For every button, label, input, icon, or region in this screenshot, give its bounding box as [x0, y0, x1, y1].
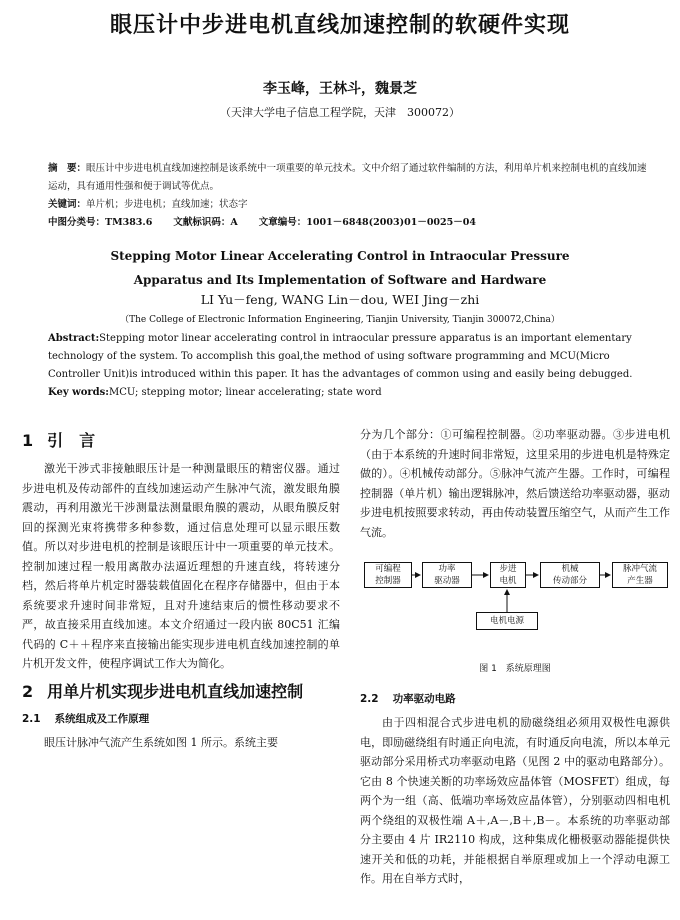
section-2-1-continuation: 分为几个部分：①可编程控制器。②功率驱动器。③步进电机（由于本系统的升速时间非常短，这里采用的步进电机是特殊定做的）。④机械传动部分。⑤脉冲气流产生器。工作时，可编程控制器（单片机）输出逻辑脉冲，然后馈送给功率驱动器，驱动步进电机按照要求转动，再由传动装置压缩空气，从而产生工作气流。 [360, 428, 670, 539]
english-title [0, 244, 680, 292]
affiliation: （天津大学电子信息工程学院，天津 300072） [220, 106, 460, 119]
keywords-cn [48, 196, 648, 214]
power-driver-box: 功率 驱动器 [422, 562, 472, 588]
paper-title: 眼压计中步进电机直线加速控制的软硬件实现 [109, 13, 570, 38]
keywords-en-label: Key words: [48, 387, 109, 398]
section-2-number: 2 [22, 681, 34, 701]
abstract-en-label: Abstract: [48, 333, 100, 344]
classification-row [48, 214, 648, 232]
section-1-paragraph: 激光干涉式非接触眼压计是一种测量眼压的精密仪器。通过步进电机及传动部件的直线加速运动产生脉冲气流，激发眼角膜震动，再利用激光干涉测量法测量眼角膜的震动，从眼角膜反射回的探测光束将携带多种参数，通过信息处理可以显示眼压数值。所以对步进电机的控制是该眼压计中一项重要的单元技术。控制加速过程一般用离散办法逼近理想的升速直线，将转速分档，然后将单片机定时器装载值固化在程序存储器中，但由于本系统要求升速时间非常短，且对升速结束后的惯性移动要求不严，故直接采用直线加速。本文介绍通过一段内嵌 80C51 汇编代码的 C＋＋程序来直接输出能实现步进电机直线加速控制的单片机开发文件，使程序调试工作大为简化。 [22, 462, 340, 670]
document-code: 文献标识码：A [173, 217, 238, 228]
section-2-2-paragraph: 由于四相混合式步进电机的励磁绕组必须用双极性电源供电，即励磁绕组有时通正向电流，有时通反向电流，所以本单元驱动部分采用桥式功率驱动电路（见图 2 中的驱动电路部分）。它由 8 个快速关断的功率场效应晶体管（MOSFET）组成，每两个为一组（高、低端功率场效应晶体管），分别驱动四相电机两个绕组的双极性端 A＋,A－,B＋,B－。本系统的功率驱动部分主要由 4 片 IR2110 构成，这种集成化栅极驱动器能提供快速开关和低的功耗，并能根据自举原理或加上一个浮动电源工作。用在自举方式时， [360, 716, 670, 885]
section-2-1-heading [22, 710, 340, 730]
article-number: 文章编号：1001－6848(2003)01－0025－04 [258, 217, 476, 228]
section-2-2-number: 2.2 [360, 692, 379, 705]
english-title-line2: Apparatus and Its Implementation of Software and Hardware [133, 273, 547, 287]
abstract-cn-label: 摘 要： [48, 163, 87, 174]
stepper-motor-box: 步进 电机 [490, 562, 526, 588]
mechanical-transmission-box: 机械 传动部分 [540, 562, 600, 588]
chinese-abstract-block [48, 160, 648, 232]
section-1-heading [22, 429, 340, 453]
english-title-line1: Stepping Motor Linear Accelerating Control in Intraocular Pressure [110, 249, 570, 263]
section-1-number: 1 [22, 431, 34, 450]
pulse-airflow-generator-box: 脉冲气流 产生器 [612, 562, 668, 588]
keywords-cn-text: 单片机；步进电机；直线加速；状态字 [86, 199, 248, 210]
section-2-heading [22, 680, 340, 704]
keywords-en-text: MCU; stepping motor; linear accelerating; state word [109, 387, 382, 398]
keywords-cn-label: 关键词： [48, 199, 87, 210]
abstract-cn-text: 眼压计中步进电机直线加速控制是该系统中一项重要的单元技术。文中介绍了通过软件编制的方法，利用单片机来控制电机的直线加速运动，具有通用性强和便于调试等优点。 [48, 163, 647, 192]
english-affiliation: （The College of Electronic Information Engineering, Tianjin University, Tianjin 300072,China） [120, 315, 560, 325]
motor-power-box: 电机电源 [476, 612, 538, 630]
clc-number: 中图分类号：TM383.6 [48, 217, 153, 228]
section-2-1-paragraph: 眼压计脉冲气流产生系统如图 1 所示。系统主要 [44, 736, 278, 749]
left-column [22, 425, 340, 753]
section-2-title: 用单片机实现步进电机直线加速控制 [47, 681, 304, 701]
programmable-controller-box: 可编程 控制器 [364, 562, 412, 588]
abstract-en [48, 330, 648, 384]
authors: 李玉峰，王林斗，魏景芝 [263, 81, 417, 97]
figure-1-diagram [360, 550, 670, 658]
english-authors: LI Yu－feng, WANG Lin－dou, WEI Jing－zhi [200, 292, 480, 307]
section-2-1-number: 2.1 [22, 712, 41, 725]
figure-1-caption: 图 1 系统原理图 [479, 664, 551, 674]
section-2-2-heading [360, 690, 670, 710]
keywords-en [48, 384, 648, 402]
right-column [360, 425, 670, 889]
abstract-cn [48, 160, 648, 196]
section-1-title: 引 言 [47, 431, 96, 450]
section-2-2-title: 功率驱动电路 [392, 692, 456, 705]
english-abstract-block [48, 330, 648, 402]
abstract-en-text: Stepping motor linear accelerating control in intraocular pressure apparatus is an important elementary technology of the system. To accomplish this goal,the method of using software programming and MCU(Micro Controller Unit)is introduced within this paper. It has the advantages of common using and easily being debugged. [48, 333, 633, 380]
section-2-1-title: 系统组成及工作原理 [54, 712, 150, 725]
